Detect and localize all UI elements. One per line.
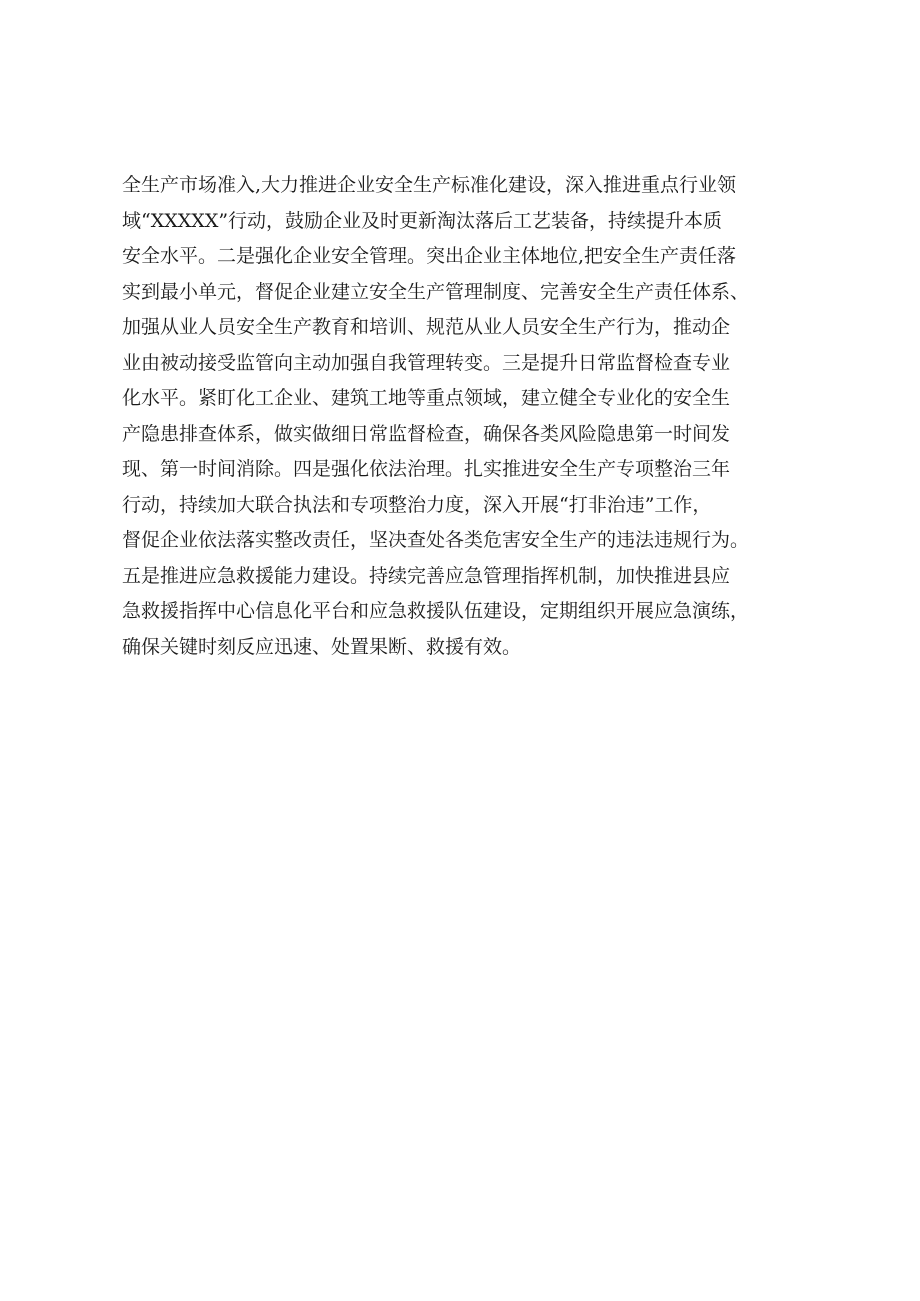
paragraph-line: 化水平。紧盯化工企业、建筑工地等重点领域，建立健全专业化的安全生 bbox=[122, 387, 731, 409]
paragraph-line: 安全水平。二是强化企业安全管理。突出企业主体地位,把安全生产责任落 bbox=[122, 245, 737, 267]
paragraph-line: 实到最小单元，督促企业建立安全生产管理制度、完善安全生产责任体系、 bbox=[122, 280, 750, 303]
paragraph-line: 现、第一时间消除。四是强化依法治理。扎实推进安全生产专项整治三年 bbox=[122, 458, 731, 480]
paragraph-line: 域“XXXXX”行动，鼓励企业及时更新淘汰落后工艺装备，持续提升本质 bbox=[122, 209, 723, 232]
paragraph-line: 全生产市场准入,大力推进企业安全生产标准化建设，深入推进重点行业领 bbox=[122, 174, 737, 196]
paragraph-line: 确保关键时刻反应迅速、处置果断、救援有效。 bbox=[122, 635, 522, 658]
paragraph-line: 产隐患排查体系，做实做细日常监督检查，确保各类风险隐患第一时间发 bbox=[122, 422, 731, 445]
paragraph-line: 急救援指挥中心信息化平台和应急救援队伍建设，定期组织开展应急演练， bbox=[122, 600, 750, 622]
paragraph-line: 业由被动接受监管向主动加强自我管理转变。三是提升日常监督检查专业 bbox=[122, 351, 731, 374]
paragraph-line: 加强从业人员安全生产教育和培训、规范从业人员安全生产行为，推动企 bbox=[122, 316, 731, 338]
paragraph-line: 五是推进应急救援能力建设。持续完善应急管理指挥机制，加快推进县应 bbox=[122, 564, 731, 587]
body-paragraph bbox=[122, 168, 842, 665]
paragraph-line: 督促企业依法落实整改责任，坚决查处各类危害安全生产的违法违规行为。 bbox=[122, 529, 750, 551]
paragraph-line: 行动，持续加大联合执法和专项整治力度，深入开展“打非治违”工作， bbox=[122, 493, 712, 516]
